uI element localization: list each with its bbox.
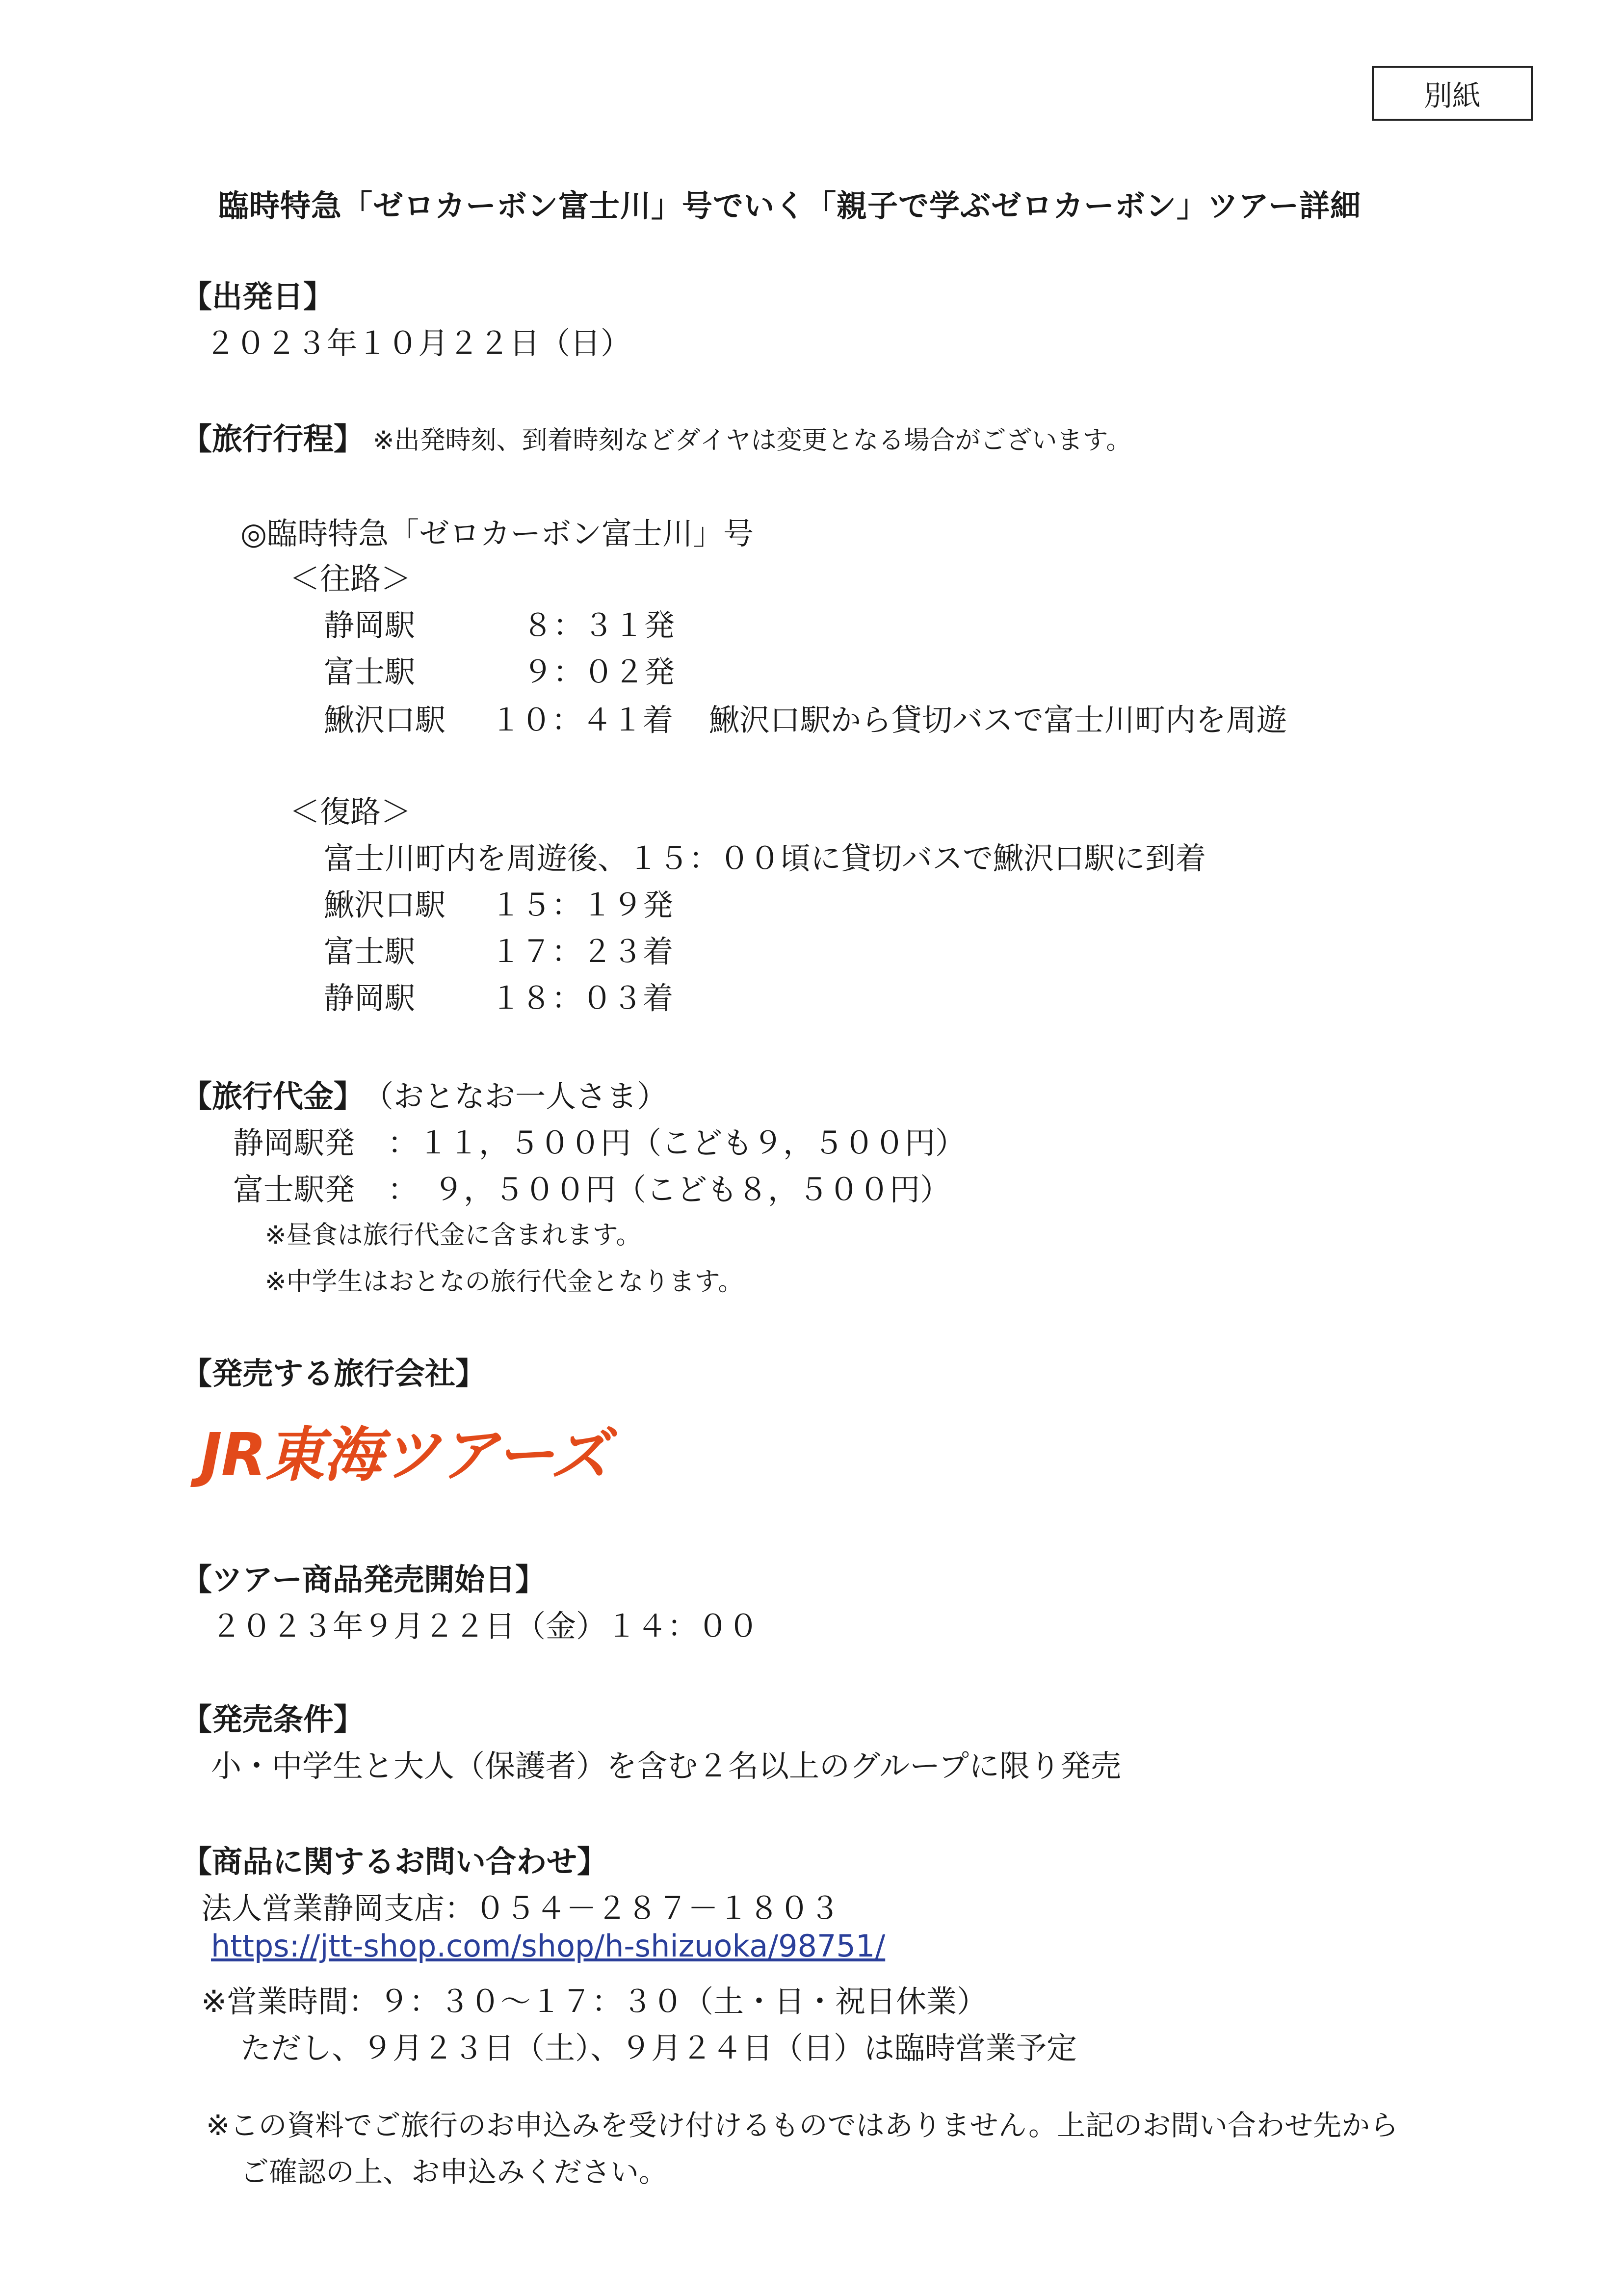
outbound-label: ＜往路＞ xyxy=(289,561,412,597)
price-note: ※中学生はおとなの旅行代金となります。 xyxy=(265,1267,744,1297)
price-note: ※昼食は旅行代金に含まれます。 xyxy=(265,1221,642,1250)
departure-date: ２０２３年１０月２２日（日） xyxy=(205,325,631,361)
footer-note: ※この資料でご旅行のお申込みを受け付けるものではありません。上記のお問い合わせ先から xyxy=(206,2109,1399,2142)
return-intro: 富士川町内を周遊後、１５：００頃に貸切バスで鰍沢口駅に到着 xyxy=(324,840,1206,876)
page-title: 臨時特急「ゼロカーボン富士川」号でいく「親子で学ぶゼロカーボン」ツアー詳細 xyxy=(218,188,1362,224)
return-time: １８：０３着 xyxy=(491,980,674,1016)
attachment-badge: 別紙 xyxy=(1372,66,1533,121)
outbound-note: 鰍沢口駅から貸切バスで富士川町内を周遊 xyxy=(709,702,1287,738)
return-station: 静岡駅 xyxy=(324,980,416,1016)
return-station: 富士駅 xyxy=(324,934,416,969)
outbound-station: 富士駅 xyxy=(324,654,416,690)
return-time: １７：２３着 xyxy=(491,934,674,969)
itinerary-heading: 【旅行行程】 xyxy=(182,421,365,457)
contact-hours: ※営業時間：９：３０～１７：３０（土・日・祝日休業） xyxy=(201,1983,987,2019)
contact-special: ただし、９月２３日（土）、９月２４日（日）は臨時営業予定 xyxy=(240,2030,1077,2066)
price-amount: ：１１，５００円（こども９，５００円） xyxy=(388,1125,966,1161)
conditions-heading: 【発売条件】 xyxy=(182,1701,365,1737)
return-time: １５：１９発 xyxy=(491,887,674,923)
price-from: 静岡駅発 xyxy=(233,1125,355,1161)
return-label: ＜復路＞ xyxy=(289,794,412,830)
price-from: 富士駅発 xyxy=(233,1172,355,1207)
jr-tokai-tours-logo: JR東海ツアーズ xyxy=(200,1421,608,1489)
return-station: 鰍沢口駅 xyxy=(324,887,446,923)
outbound-time: ８：３１発 xyxy=(523,607,675,643)
train-name: ◎臨時特急「ゼロカーボン富士川」号 xyxy=(240,516,754,551)
price-heading: 【旅行代金】 xyxy=(182,1078,365,1114)
footer-note: ご確認の上、お申込みください。 xyxy=(240,2155,668,2189)
contact-branch: 法人営業静岡支店：０５４－２８７－１８０３ xyxy=(201,1890,840,1926)
outbound-time: １０：４１着 xyxy=(491,702,674,738)
price-amount: ： ９，５００円（こども８，５００円） xyxy=(388,1172,951,1207)
outbound-station: 鰍沢口駅 xyxy=(324,702,446,738)
outbound-time: ９：０２発 xyxy=(523,654,675,690)
outbound-station: 静岡駅 xyxy=(324,607,416,643)
conditions-text: 小・中学生と大人（保護者）を含む２名以上のグループに限り発売 xyxy=(211,1748,1122,1784)
agency-heading: 【発売する旅行会社】 xyxy=(182,1356,486,1391)
sale-start-heading: 【ツアー商品発売開始日】 xyxy=(182,1562,546,1597)
sale-start-date: ２０２３年９月２２日（金）１４：００ xyxy=(211,1608,759,1644)
price-sub: （おとなお一人さま） xyxy=(363,1078,668,1114)
contact-url-link[interactable]: https://jtt-shop.com/shop/h-shizuoka/98751/ xyxy=(211,1928,886,1964)
contact-heading: 【商品に関するお問い合わせ】 xyxy=(182,1844,608,1879)
departure-heading: 【出発日】 xyxy=(182,279,334,314)
itinerary-note: ※出発時刻、到着時刻などダイヤは変更となる場合がございます。 xyxy=(373,426,1132,455)
